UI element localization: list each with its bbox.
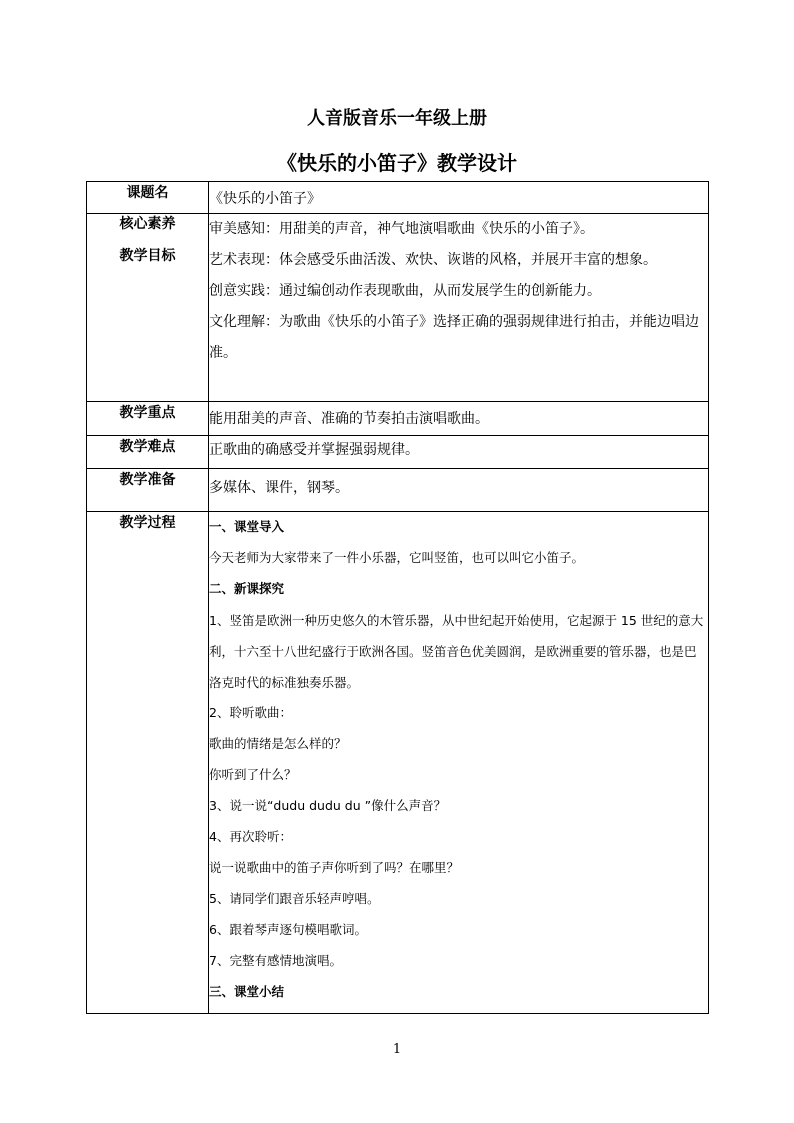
difficulty-label: 教学难点 (87, 436, 209, 469)
table-row-difficulty (87, 436, 709, 469)
process-label: 教学过程 (87, 512, 209, 1014)
topic-value: 《快乐的小笛子》 (209, 182, 709, 214)
process-heading-explore: 二、新课探究 (209, 581, 285, 596)
table-row-process (87, 512, 709, 1014)
goals-label-line-2: 教学目标 (119, 248, 176, 264)
table-row-goals (87, 214, 709, 402)
difficulty-value: 正歌曲的确感受并掌握强弱规律。 (209, 436, 709, 469)
preparation-value: 多媒体、课件，钢琴。 (209, 469, 709, 512)
process-heading-intro: 一、课堂导入 (209, 519, 285, 534)
goal-expression: 艺术表现：体会感受乐曲活泼、欢快、诙谐的风格，并展开丰富的想象。 (209, 252, 657, 268)
table-row-preparation (87, 469, 709, 512)
process-item: 3、说一说“dudu dudu du ”像什么声音？ (209, 798, 447, 813)
process-item: 6、跟着琴声逐句模唱歌词。 (209, 922, 367, 937)
process-heading-summary: 三、课堂小结 (209, 984, 285, 999)
process-item: 1、竖笛是欧洲一种历史悠久的木管乐器，从中世纪起开始使用，它起源于 15 世纪的意大利，十六至十八世纪盛行于欧洲各国。竖笛音色优美圆润，是欧洲重要的管乐器，也是巴洛克时代的标准独奏乐器。 (209, 613, 704, 690)
goals-content (209, 214, 709, 402)
page-number: 1 (392, 1042, 402, 1057)
process-item: 说一说歌曲中的笛子声你听到了吗？在哪里？ (209, 860, 460, 875)
process-item: 4、再次聆听： (209, 829, 292, 844)
goal-culture: 文化理解：为歌曲《快乐的小笛子》选择正确的强弱规律进行拍击，并能边唱边准。 (209, 314, 699, 361)
preparation-label: 教学准备 (87, 469, 209, 512)
key-point-label: 教学重点 (87, 402, 209, 436)
process-item: 今天老师为大家带来了一件小乐器，它叫竖笛，也可以叫它小笛子。 (209, 550, 585, 565)
process-item: 5、请同学们跟音乐轻声哼唱。 (209, 891, 380, 906)
goals-label-line-1: 核心素养 (119, 216, 176, 232)
process-item: 2、聆听歌曲： (209, 705, 292, 720)
key-point-value: 能用甜美的声音、准确的节奏拍击演唱歌曲。 (209, 402, 709, 436)
goal-aesthetic: 审美感知：用甜美的声音，神气地演唱歌曲《快乐的小笛子》。 (209, 221, 594, 237)
process-item: 7、完整有感情地演唱。 (209, 953, 342, 968)
goal-practice: 创意实践：通过编创动作表现歌曲，从而发展学生的创新能力。 (209, 283, 601, 299)
process-item: 歌曲的情绪是怎么样的？ (209, 736, 347, 751)
table-row-key-point (87, 402, 709, 436)
goals-label (87, 214, 209, 402)
table-row-topic (87, 182, 709, 214)
document-subtitle: 《快乐的小笛子》教学设计 (277, 151, 517, 175)
process-item: 你听到了什么？ (209, 767, 297, 782)
process-content (209, 512, 709, 1014)
lesson-plan-table (86, 181, 709, 1014)
document-title: 人音版音乐一年级上册 (307, 108, 487, 129)
topic-label: 课题名 (87, 182, 209, 214)
